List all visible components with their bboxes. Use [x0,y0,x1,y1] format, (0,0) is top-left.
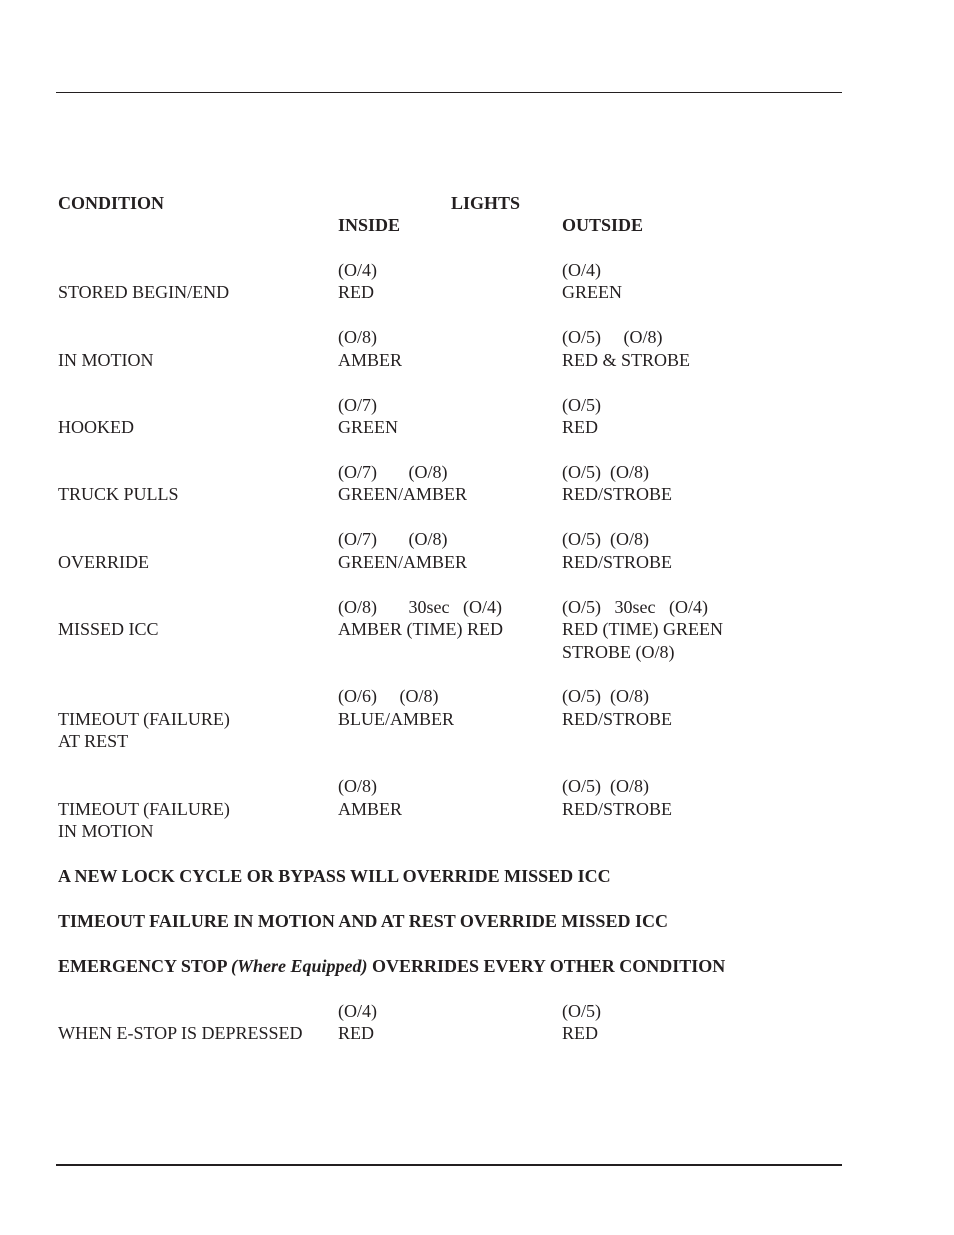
outside-light: RED (TIME) GREEN [562,619,723,639]
condition-label: MISSED ICC [58,619,159,639]
outside-code: (O/5) [562,395,601,415]
condition-label: STORED BEGIN/END [58,282,230,302]
condition-label: TIMEOUT (FAILURE) [58,799,230,819]
bottom-rule [56,1164,842,1166]
note-timeout-failure: TIMEOUT FAILURE IN MOTION AND AT REST OVERRIDE MISSED ICC [58,911,668,931]
condition-label: TIMEOUT (FAILURE) [58,709,230,729]
inside-light: AMBER (TIME) RED [338,619,503,639]
condition-label: IN MOTION [58,350,154,370]
inside-code: (O/7) (O/8) [338,462,448,482]
inside-light: GREEN/AMBER [338,484,468,504]
condition-label-line2: IN MOTION [58,821,154,841]
estop-inside-light: RED [338,1023,374,1043]
inside-code: (O/4) [338,260,377,280]
note-emergency-stop-suffix: OVERRIDES EVERY OTHER CONDITION [367,956,726,976]
lights-header: LIGHTS [451,193,521,213]
outside-code: (O/5) (O/8) [562,462,649,482]
outside-code: (O/5) 30sec (O/4) [562,597,708,617]
outside-code: (O/5) (O/8) [562,327,663,347]
outside-code: (O/5) (O/8) [562,776,649,796]
outside-code: (O/4) [562,260,601,280]
condition-label: HOOKED [58,417,134,437]
inside-code: (O/7) (O/8) [338,529,448,549]
condition-header: CONDITION [58,193,165,213]
inside-code: (O/6) (O/8) [338,686,439,706]
condition-label-line2: AT REST [58,731,129,751]
estop-outside-light: RED [562,1023,598,1043]
estop-outside-code: (O/5) [562,1001,601,1021]
note-emergency-stop-prefix: EMERGENCY STOP [58,956,232,976]
top-rule [56,92,842,93]
outside-light-extra: STROBE (O/8) [562,642,675,662]
condition-label: OVERRIDE [58,552,149,572]
note-emergency-stop [58,955,725,977]
inside-light: GREEN/AMBER [338,552,468,572]
estop-condition: WHEN E-STOP IS DEPRESSED [58,1023,303,1043]
outside-code: (O/5) (O/8) [562,529,649,549]
inside-light: AMBER [338,350,403,370]
outside-light: RED/STROBE [562,484,673,504]
inside-header: INSIDE [338,215,401,235]
outside-code: (O/5) (O/8) [562,686,649,706]
estop-inside-code: (O/4) [338,1001,377,1021]
inside-light: BLUE/AMBER [338,709,455,729]
condition-label: TRUCK PULLS [58,484,179,504]
note-emergency-stop-italic: (Where Equipped) [231,956,368,976]
note-lock-cycle: A NEW LOCK CYCLE OR BYPASS WILL OVERRIDE MISSED ICC [58,866,611,886]
inside-code: (O/8) 30sec (O/4) [338,597,502,617]
inside-light: GREEN [338,417,398,437]
inside-light: RED [338,282,374,302]
outside-light: RED/STROBE [562,799,673,819]
inside-code: (O/8) [338,327,377,347]
outside-light: RED & STROBE [562,350,691,370]
outside-light: RED/STROBE [562,709,673,729]
outside-light: GREEN [562,282,622,302]
outside-light: RED [562,417,598,437]
outside-light: RED/STROBE [562,552,673,572]
inside-code: (O/7) [338,395,377,415]
outside-header: OUTSIDE [562,215,644,235]
inside-light: AMBER [338,799,403,819]
inside-code: (O/8) [338,776,377,796]
